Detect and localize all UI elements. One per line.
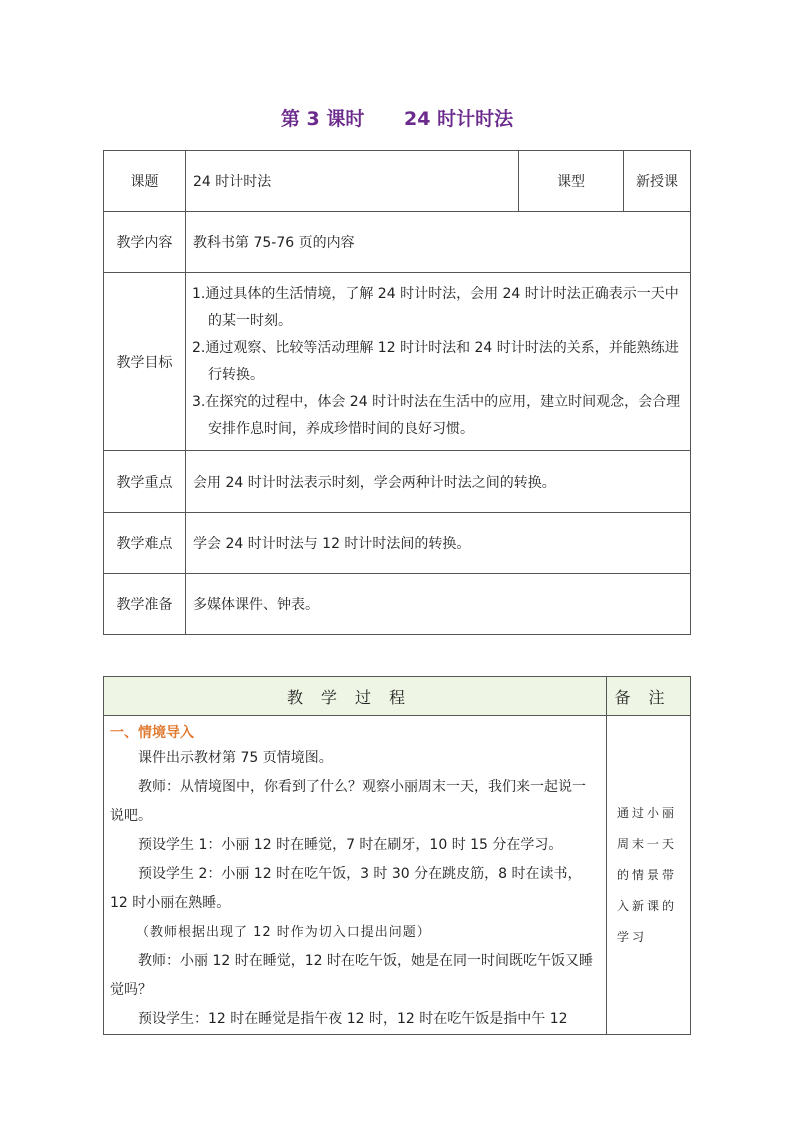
difficulty-row xyxy=(104,513,691,574)
process-paragraph: 预设学生：12 时在睡觉是指午夜 12 时，12 时在吃午饭是指中午 12 xyxy=(138,1011,568,1027)
key-point-row xyxy=(104,451,691,513)
topic-value: 24 时计时法 xyxy=(186,151,519,212)
process-body-row xyxy=(104,716,691,1035)
process-paragraph: 预设学生 2：小丽 12 时在吃午饭，3 时 30 分在跳皮筋，8 时在读书，12 时小丽在熟睡。 xyxy=(110,866,582,911)
topic-label: 课题 xyxy=(104,151,186,212)
teaching-process-table xyxy=(103,676,691,1035)
objective-item: 1.通过具体的生活情境，了解 24 时计时法，会用 24 时计时法正确表示一天中的某一时刻。 xyxy=(192,285,679,329)
objectives-row xyxy=(104,273,691,451)
content-value: 教科书第 75-76 页的内容 xyxy=(186,212,691,273)
difficulty-value: 学会 24 时计时法与 12 时计时法间的转换。 xyxy=(186,513,691,574)
process-content xyxy=(104,716,607,1035)
objective-item: 2.通过观察、比较等活动理解 12 时计时法和 24 时计时法的关系，并能熟练进行转换。 xyxy=(192,339,679,383)
lesson-info-table xyxy=(103,150,691,635)
process-paragraph: 教师：从情境图中，你看到了什么？观察小丽周末一天，我们来一起说一说吧。 xyxy=(110,779,586,824)
process-header: 教学过程 xyxy=(104,677,607,716)
teacher-note: （教师根据出现了 12 时作为切入口提出问题） xyxy=(136,925,431,940)
process-paragraph: 教师：小丽 12 时在睡觉，12 时在吃午饭，她是在同一时间既吃午饭又睡觉吗？ xyxy=(110,953,593,998)
preparation-row xyxy=(104,574,691,635)
key-point-value: 会用 24 时计时法表示时刻，学会两种计时法之间的转换。 xyxy=(186,451,691,513)
difficulty-label: 教学难点 xyxy=(104,513,186,574)
page-title: 第 3 课时 24 时计时法 xyxy=(280,108,514,130)
content-label: 教学内容 xyxy=(104,212,186,273)
objectives-list xyxy=(186,273,691,451)
topic-row xyxy=(104,151,691,212)
preparation-value: 多媒体课件、钟表。 xyxy=(186,574,691,635)
remark-header: 备注 xyxy=(607,677,691,716)
content-row xyxy=(104,212,691,273)
process-header-row xyxy=(104,677,691,716)
process-paragraph: 课件出示教材第 75 页情境图。 xyxy=(138,750,333,766)
type-value: 新授课 xyxy=(624,151,691,212)
process-paragraph: 预设学生 1：小丽 12 时在睡觉，7 时在刷牙，10 时 15 分在学习。 xyxy=(138,837,563,853)
type-label: 课型 xyxy=(519,151,624,212)
objective-item: 3.在探究的过程中，体会 24 时计时法在生活中的应用，建立时间观念，会合理安排作息时间，养成珍惜时间的良好习惯。 xyxy=(192,393,681,437)
section-title: 一、情境导入 xyxy=(110,725,194,741)
preparation-label: 教学准备 xyxy=(104,574,186,635)
objectives-label: 教学目标 xyxy=(104,273,186,451)
remark-content: 通过小丽周末一天的情景带入新课的学习 xyxy=(607,716,691,1035)
key-point-label: 教学重点 xyxy=(104,451,186,513)
